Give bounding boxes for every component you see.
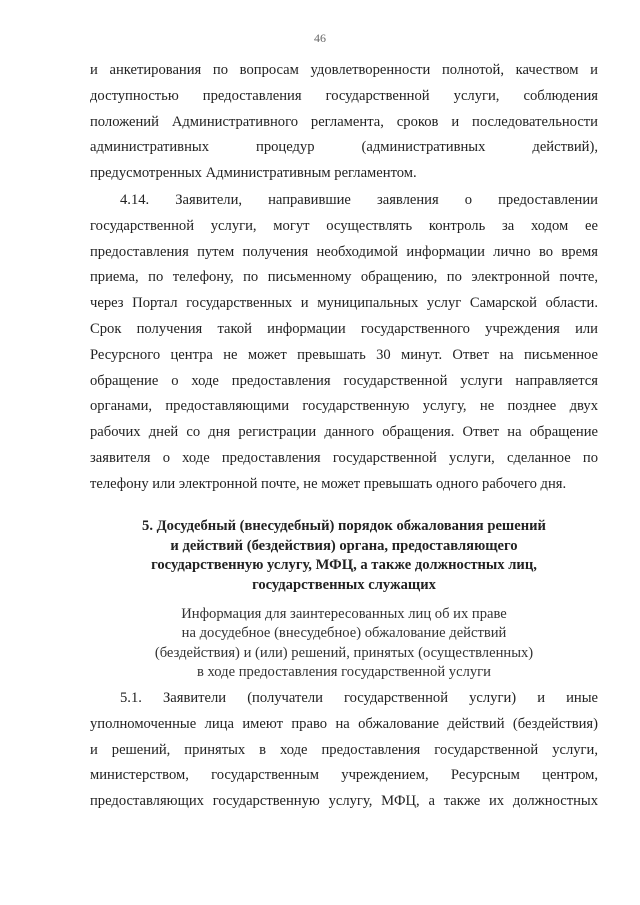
paragraph-line: доступностью предоставления государственной услуги, соблюдения — [90, 87, 598, 104]
paragraph-line: через Портал государственных и муниципальных услуг Самарской области. — [90, 295, 598, 312]
paragraph-intro — [90, 58, 598, 187]
subheading-line: Информация для заинтересованных лиц об их праве — [181, 606, 507, 622]
paragraph-line: министерством, государственным учреждением, Ресурсным центром, — [90, 767, 598, 784]
paragraph-line: Ресурсного центра не может превышать 30 минут. Ответ на письменное — [90, 346, 598, 363]
subheading-line: в ходе предоставления государственной услуги — [197, 664, 491, 681]
paragraph-line: предоставления путем получения необходимой информации лично во время — [90, 243, 598, 260]
subheading-line: на досудебное (внесудебное) обжалование действий — [181, 625, 507, 642]
heading-line: государственную услугу, МФЦ, а также должностных лиц, — [151, 557, 537, 574]
heading-line: государственных служащих — [252, 576, 436, 593]
heading-line: 5. Досудебный (внесудебный) порядок обжалования решений — [142, 518, 546, 534]
paragraph-line: заявителя о ходе предоставления государственной услуги, сделанное по — [90, 449, 598, 466]
paragraph-5-1 — [90, 686, 598, 815]
paragraph-line: административных процедур (административных действий), — [90, 139, 598, 156]
paragraph-4-14 — [90, 188, 598, 498]
paragraph-line: рабочих дней со дня регистрации данного обращения. Ответ на обращение — [90, 424, 598, 441]
paragraph-line: 5.1. Заявители (получатели государственной услуги) и иные — [120, 690, 598, 706]
paragraph-line: органами, предоставляющими государственную услугу, не позднее двух — [90, 398, 598, 415]
page-number: 46 — [314, 31, 326, 45]
section-5-heading — [90, 517, 598, 595]
paragraph-line: 4.14. Заявители, направившие заявления о предоставлении — [120, 192, 598, 208]
paragraph-line: государственной услуги, могут осуществлять контроль за ходом ее — [90, 217, 598, 234]
paragraph-line: телефону или электронной почте, не может превышать одного рабочего дня. — [90, 475, 567, 492]
paragraph-line: и анкетирования по вопросам удовлетворенности полнотой, качеством и — [90, 62, 598, 78]
paragraph-line: положений Административного регламента, сроков и последовательности — [90, 113, 598, 130]
subheading-line: (бездействия) и (или) решений, принятых (осуществленных) — [154, 644, 534, 661]
paragraph-line: и решений, принятых в ходе предоставления государственной услуги, — [90, 741, 598, 758]
heading-line: и действий (бездействия) органа, предоставляющего — [170, 537, 518, 554]
paragraph-line: предусмотренных Административным регламентом. — [90, 165, 417, 182]
paragraph-line: уполномоченные лица имеют право на обжалование действий (бездействия) — [90, 715, 598, 732]
section-5-subheading — [90, 605, 598, 683]
paragraph-line: приема, по телефону, по письменному обращению, по электронной почте, — [90, 269, 598, 286]
paragraph-line: обращение о ходе предоставления государственной услуги направляется — [90, 372, 598, 389]
paragraph-line: предоставляющих государственную услугу, МФЦ, а также их должностных — [90, 793, 598, 810]
paragraph-line: Срок получения такой информации государственного учреждения или — [90, 320, 598, 337]
